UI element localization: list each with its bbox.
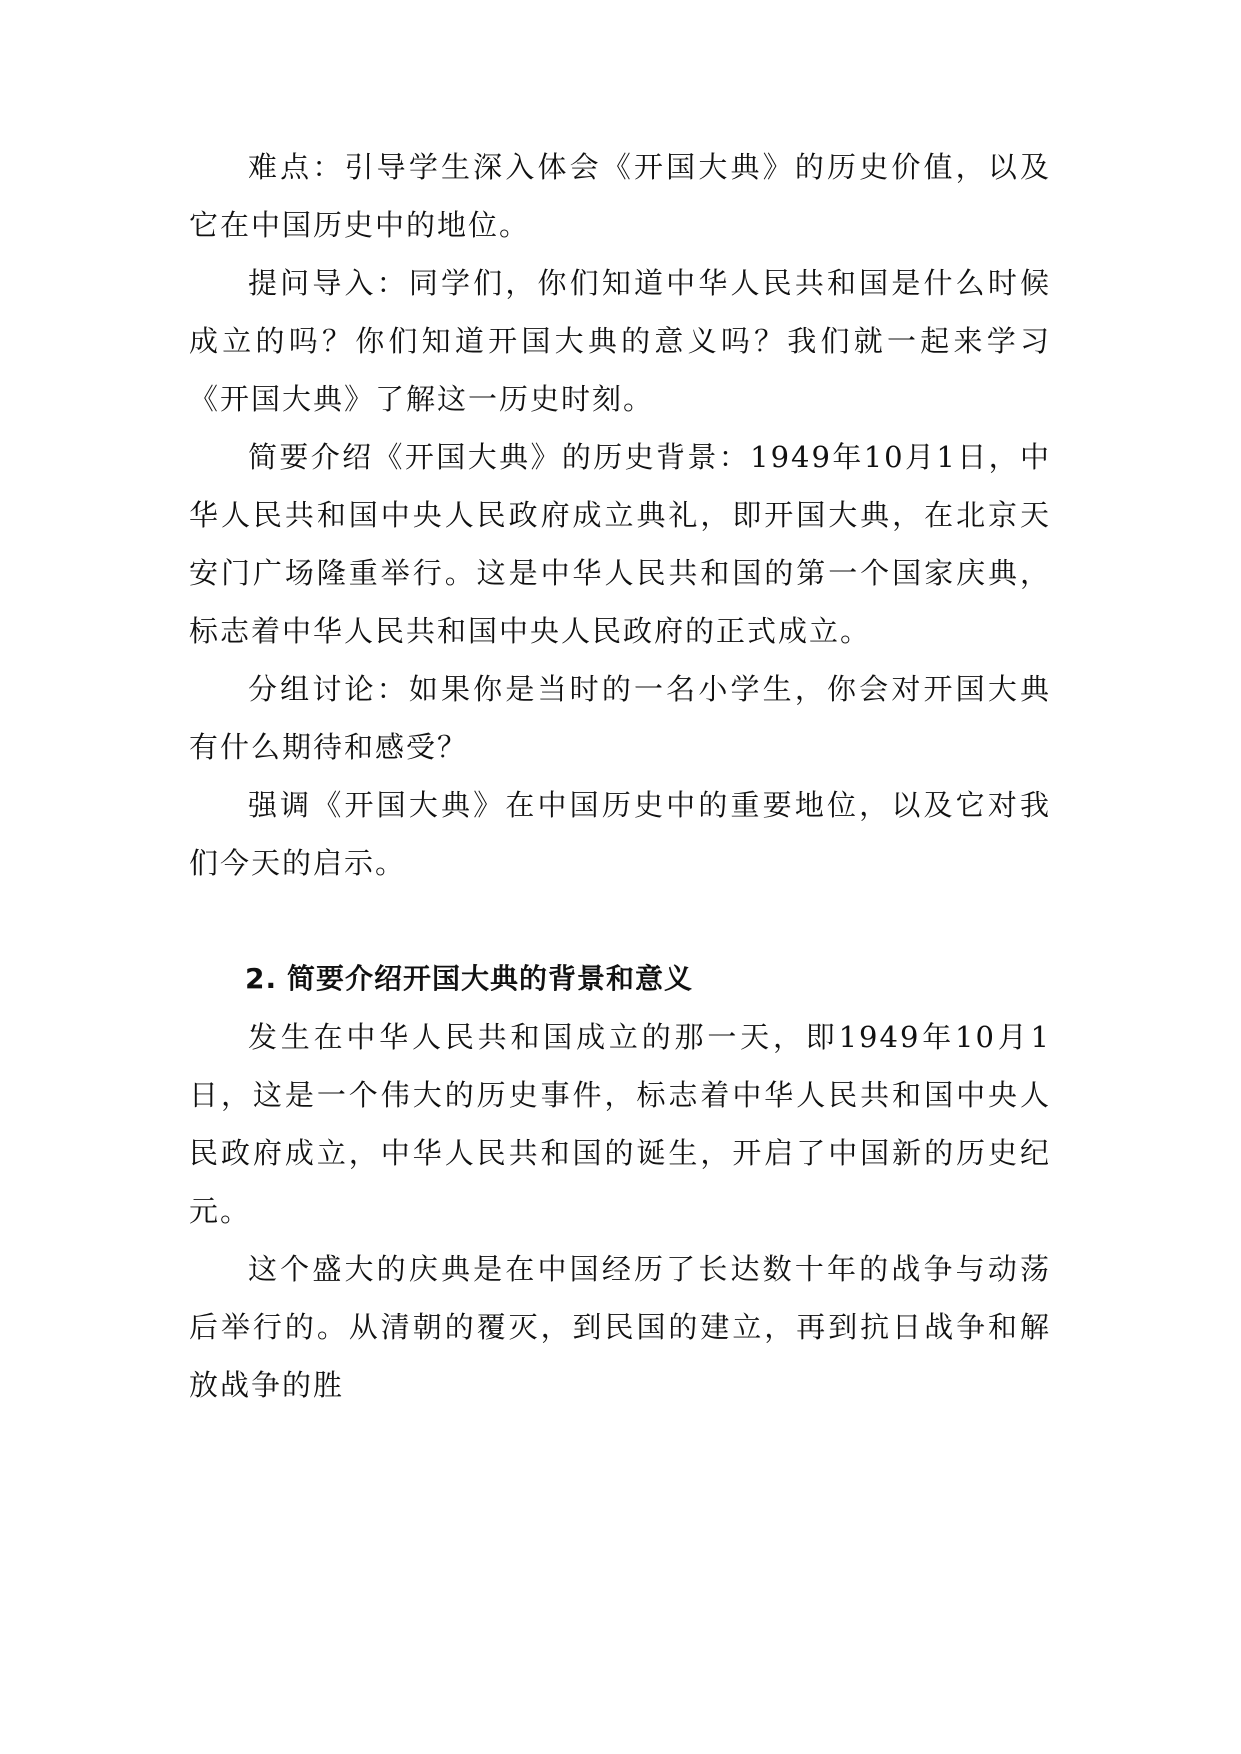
paragraph-difficulty: 难点：引导学生深入体会《开国大典》的历史价值，以及它在中国历史中的地位。 bbox=[189, 150, 1051, 242]
section-spacer bbox=[189, 892, 1051, 950]
document-body bbox=[189, 138, 1051, 1414]
paragraph-question-intro: 提问导入：同学们，你们知道中华人民共和国是什么时候成立的吗？你们知道开国大典的意义吗？我们就一起来学习《开国大典》了解这一历史时刻。 bbox=[189, 266, 1051, 416]
paragraph-event-description: 发生在中华人民共和国成立的那一天，即1949年10月1日，这是一个伟大的历史事件，标志着中华人民共和国中央人民政府成立，中华人民共和国的诞生，开启了中国新的历史纪元。 bbox=[189, 1020, 1051, 1228]
paragraph-ceremony-context: 这个盛大的庆典是在中国经历了长达数十年的战争与动荡后举行的。从清朝的覆灭，到民国的建立，再到抗日战争和解放战争的胜 bbox=[189, 1252, 1051, 1402]
section-title: 简要介绍开国大典的背景和意义 bbox=[287, 962, 694, 995]
section-number: 2. bbox=[245, 962, 278, 995]
paragraph-history-background: 简要介绍《开国大典》的历史背景：1949年10月1日，中华人民共和国中央人民政府成立典礼，即开国大典，在北京天安门广场隆重举行。这是中华人民共和国的第一个国家庆典，标志着中华人民共和国中央人民政府的正式成立。 bbox=[189, 440, 1051, 648]
paragraph-group-discussion: 分组讨论：如果你是当时的一名小学生，你会对开国大典有什么期待和感受？ bbox=[189, 672, 1051, 764]
section-heading bbox=[189, 950, 1051, 1008]
paragraph-emphasis: 强调《开国大典》在中国历史中的重要地位，以及它对我们今天的启示。 bbox=[189, 788, 1051, 880]
